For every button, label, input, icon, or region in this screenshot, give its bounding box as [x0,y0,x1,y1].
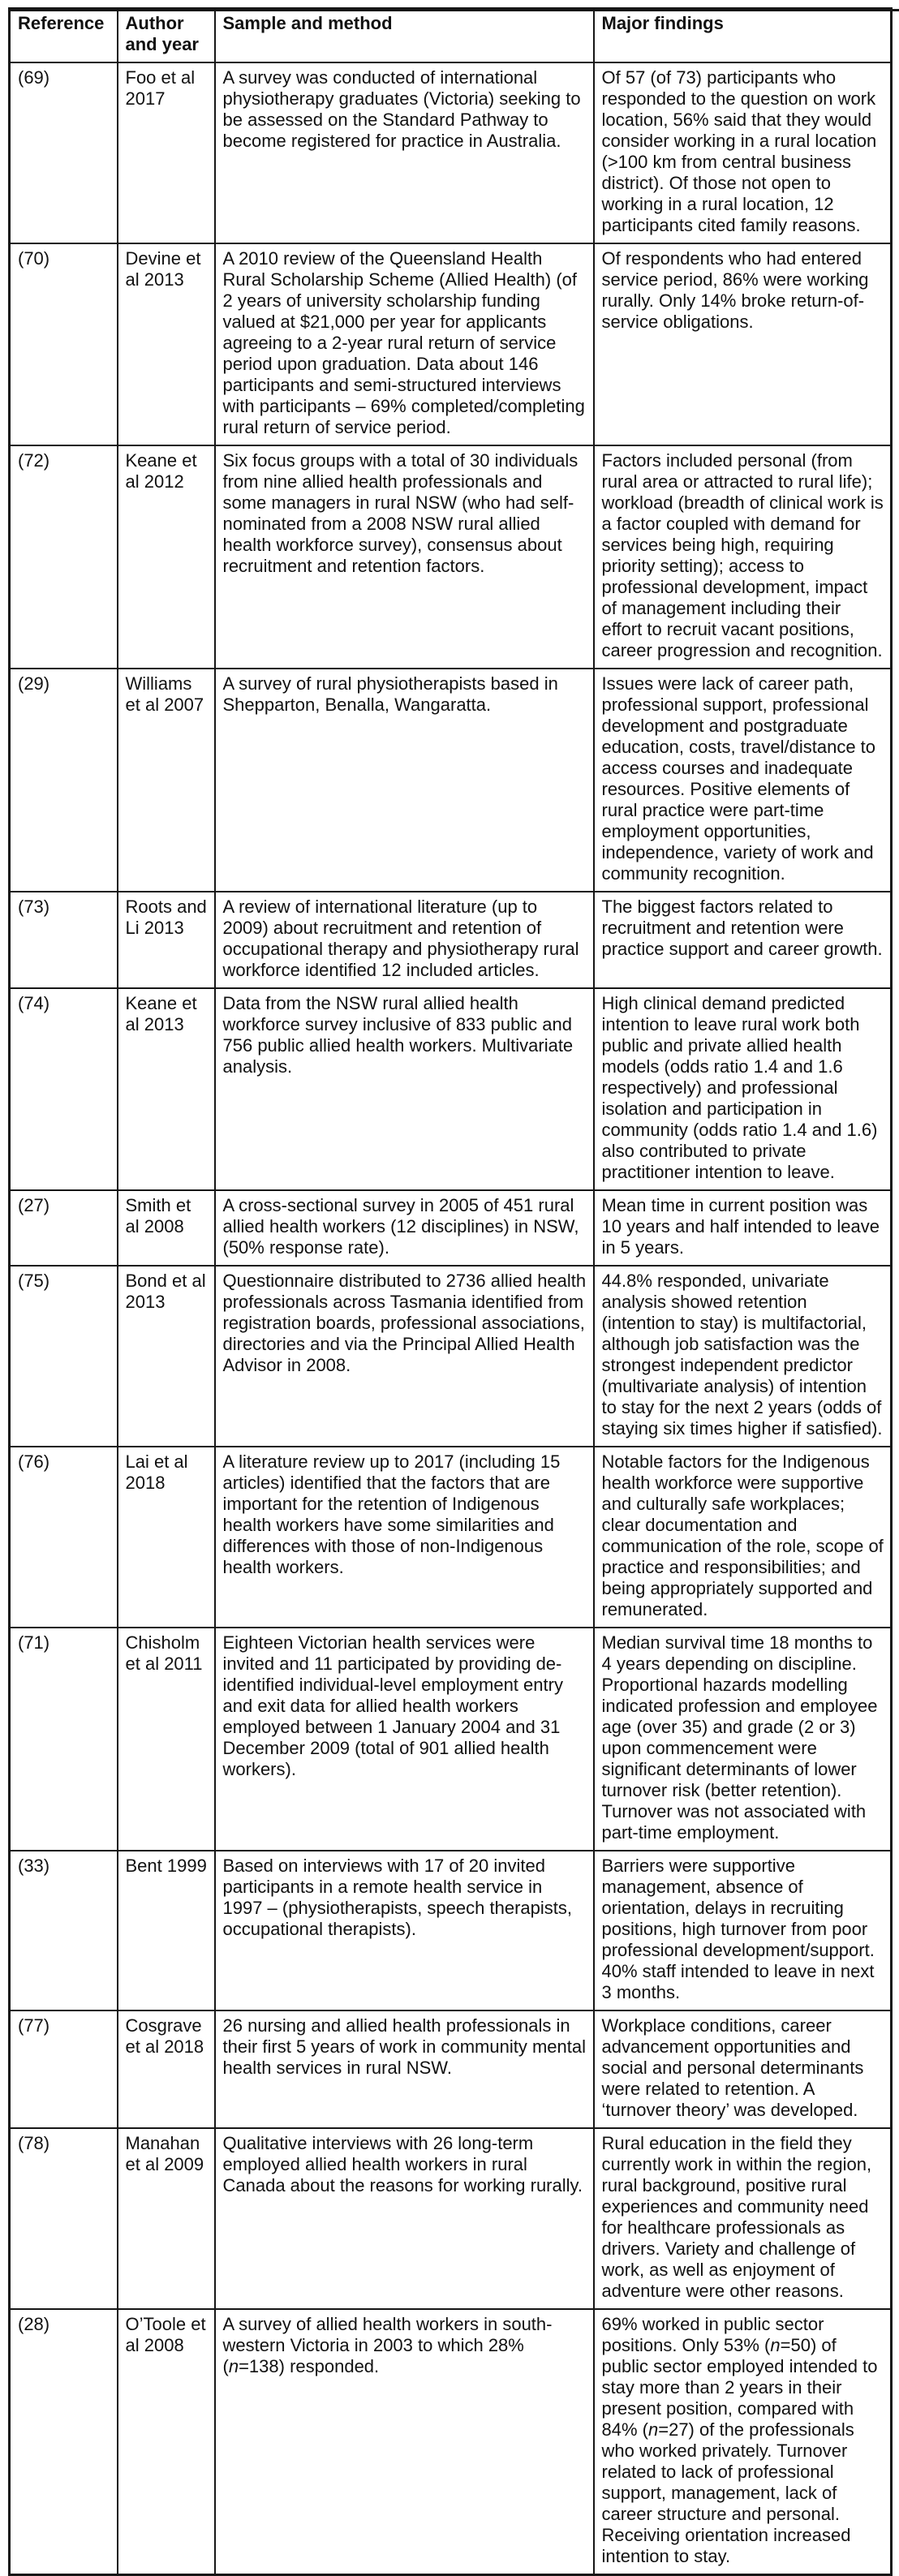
major-findings-cell: High clinical demand predicted intention to leave rural work both public and private allied health models (odds ratio 1.4 and 1.6 respectively) and professional isolation and participation in community (odds ratio 1.4 and 1.6) also contributed to private practitioner intention to leave. [594,988,892,1190]
major-findings-cell: Workplace conditions, career advancement opportunities and social and personal determinants were related to retention. A ‘turnover theory’ was developed. [594,2010,892,2128]
major-findings-cell: 44.8% responded, univariate analysis showed retention (intention to stay) is multifactorial, although job satisfaction was the strongest independent predictor (multivariate analysis) of intention to stay for the next 2 years (odds of staying six times higher if satisfied). [594,1266,892,1447]
header-row [10,9,892,63]
author-year-cell: Cosgrave et al 2018 [118,2010,215,2128]
header-sample-method: Sample and method [215,9,594,63]
reference-cell: (77) [10,2010,118,2128]
table-body [10,62,892,2575]
author-year-cell: Bond et al 2013 [118,1266,215,1447]
reference-cell: (76) [10,1447,118,1628]
sample-method-cell: Eighteen Victorian health services were invited and 11 participated by providing de-identified individual-level employment entry and exit data for allied health workers employed between 1 January 2004 and 31 December 2009 (total of 901 allied health workers). [215,1628,594,1851]
major-findings-cell: Median survival time 18 months to 4 years depending on discipline. Proportional hazards modelling indicated profession and employee age (over 35) and grade (2 or 3) upon commencement were significant determinants of lower turnover risk (better retention). Turnover was not associated with part-time employment. [594,1628,892,1851]
sample-method-cell: Data from the NSW rural allied health workforce survey inclusive of 833 public and 756 public allied health workers. Multivariate analysis. [215,988,594,1190]
table-row [10,2010,892,2128]
sample-method-cell: A cross-sectional survey in 2005 of 451 rural allied health workers (12 disciplines) in NSW, (50% response rate). [215,1190,594,1266]
table-row [10,1628,892,1851]
table-row [10,669,892,892]
major-findings-cell: The biggest factors related to recruitment and retention were practice support and career growth. [594,892,892,988]
header-reference: Reference [10,9,118,63]
author-year-cell: Foo et al 2017 [118,62,215,243]
sample-method-cell: A survey of rural physiotherapists based in Shepparton, Benalla, Wangaratta. [215,669,594,892]
table-row [10,892,892,988]
reference-cell: (27) [10,1190,118,1266]
author-year-cell: O’Toole et al 2008 [118,2309,215,2575]
reference-cell: (78) [10,2128,118,2309]
sample-method-cell: 26 nursing and allied health professionals in their first 5 years of work in community mental health services in rural NSW. [215,2010,594,2128]
scanned-paper-page [0,7,899,2576]
major-findings-cell: Notable factors for the Indigenous health workforce were supportive and culturally safe workplaces; clear documentation and communication of the role, scope of practice and responsibilities; and being appropriately supported and remunerated. [594,1447,892,1628]
sample-method-cell: Questionnaire distributed to 2736 allied health professionals across Tasmania identified from registration boards, professional associations, directories and via the Principal Allied Health Advisor in 2008. [215,1266,594,1447]
sample-method-cell: Six focus groups with a total of 30 individuals from nine allied health professionals and some managers in rural NSW (who had self-nominated from a 2008 NSW rural allied health workforce survey), consensus about recruitment and retention factors. [215,445,594,669]
header-major-findings: Major findings [594,9,892,63]
table-row [10,243,892,445]
major-findings-cell: Of respondents who had entered service period, 86% were working rurally. Only 14% broke return-of-service obligations. [594,243,892,445]
page-top-rule [8,9,899,11]
sample-method-cell: A survey was conducted of international physiotherapy graduates (Victoria) seeking to be assessed on the Standard Pathway to become registered for practice in Australia. [215,62,594,243]
reference-cell: (69) [10,62,118,243]
reference-cell: (72) [10,445,118,669]
sample-method-cell: Based on interviews with 17 of 20 invited participants in a remote health service in 1997 – (physiotherapists, speech therapists, occupational therapists). [215,1851,594,2010]
reference-cell: (75) [10,1266,118,1447]
major-findings-cell: Rural education in the field they currently work in within the region, rural background, positive rural experiences and community need for healthcare professionals as drivers. Variety and challenge of work, as well as enjoyment of adventure were other reasons. [594,2128,892,2309]
table-header [10,9,892,63]
author-year-cell: Smith et al 2008 [118,1190,215,1266]
sample-method-cell: A review of international literature (up to 2009) about recruitment and retention of occupational therapy and physiotherapy rural workforce identified 12 included articles. [215,892,594,988]
author-year-cell: Roots and Li 2013 [118,892,215,988]
sample-method-cell: A 2010 review of the Queensland Health Rural Scholarship Scheme (Allied Health) (of 2 years of university scholarship funding valued at $21,000 per year for applicants agreeing to a 2-year rural return of service period upon graduation. Data about 146 participants and semi-structured interviews with participants – 69% completed/completing rural return of service period. [215,243,594,445]
table-row [10,988,892,1190]
major-findings-cell: Issues were lack of career path, professional support, professional development and postgraduate education, costs, travel/distance to access courses and inadequate resources. Positive elements of rural practice were part-time employment opportunities, independence, variety of work and community recognition. [594,669,892,892]
sample-method-cell: A survey of allied health workers in south-western Victoria in 2003 to which 28% (n=138) responded. [215,2309,594,2575]
major-findings-cell: Of 57 (of 73) participants who responded to the question on work location, 56% said that they would consider working in a rural location (>100 km from central business district). Of those not open to working in a rural location, 12 participants cited family reasons. [594,62,892,243]
table-row [10,445,892,669]
table-row [10,1190,892,1266]
author-year-cell: Chisholm et al 2011 [118,1628,215,1851]
table-row [10,1447,892,1628]
reference-cell: (28) [10,2309,118,2575]
author-year-cell: Williams et al 2007 [118,669,215,892]
author-year-cell: Lai et al 2018 [118,1447,215,1628]
major-findings-cell: Factors included personal (from rural area or attracted to rural life); workload (breadth of clinical work is a factor coupled with demand for services being high, requiring priority setting); access to professional development, impact of management including their effort to recruit vacant positions, career progression and recognition. [594,445,892,669]
major-findings-cell: Mean time in current position was 10 years and half intended to leave in 5 years. [594,1190,892,1266]
reference-cell: (33) [10,1851,118,2010]
table-row [10,1851,892,2010]
sample-method-cell: A literature review up to 2017 (including 15 articles) identified that the factors that are important for the retention of Indigenous health workers have some similarities and differences with those of non-Indigenous health workers. [215,1447,594,1628]
author-year-cell: Manahan et al 2009 [118,2128,215,2309]
author-year-cell: Keane et al 2012 [118,445,215,669]
author-year-cell: Keane et al 2013 [118,988,215,1190]
table-row [10,2128,892,2309]
major-findings-cell: Barriers were supportive management, absence of orientation, delays in recruiting positions, high turnover from poor professional development/support. 40% staff intended to leave in next 3 months. [594,1851,892,2010]
studies-table [8,7,893,2576]
table-row [10,1266,892,1447]
reference-cell: (71) [10,1628,118,1851]
author-year-cell: Bent 1999 [118,1851,215,2010]
table-row [10,2309,892,2575]
reference-cell: (70) [10,243,118,445]
sample-method-cell: Qualitative interviews with 26 long-term employed allied health workers in rural Canada about the reasons for working rurally. [215,2128,594,2309]
author-year-cell: Devine et al 2013 [118,243,215,445]
header-author-year: Author and year [118,9,215,63]
table-row [10,62,892,243]
reference-cell: (29) [10,669,118,892]
reference-cell: (74) [10,988,118,1190]
reference-cell: (73) [10,892,118,988]
major-findings-cell: 69% worked in public sector positions. Only 53% (n=50) of public sector employed intended to stay more than 2 years in their present position, compared with 84% (n=27) of the professionals who worked privately. Turnover related to lack of professional support, management, lack of career structure and personal. Receiving orientation increased intention to stay. [594,2309,892,2575]
